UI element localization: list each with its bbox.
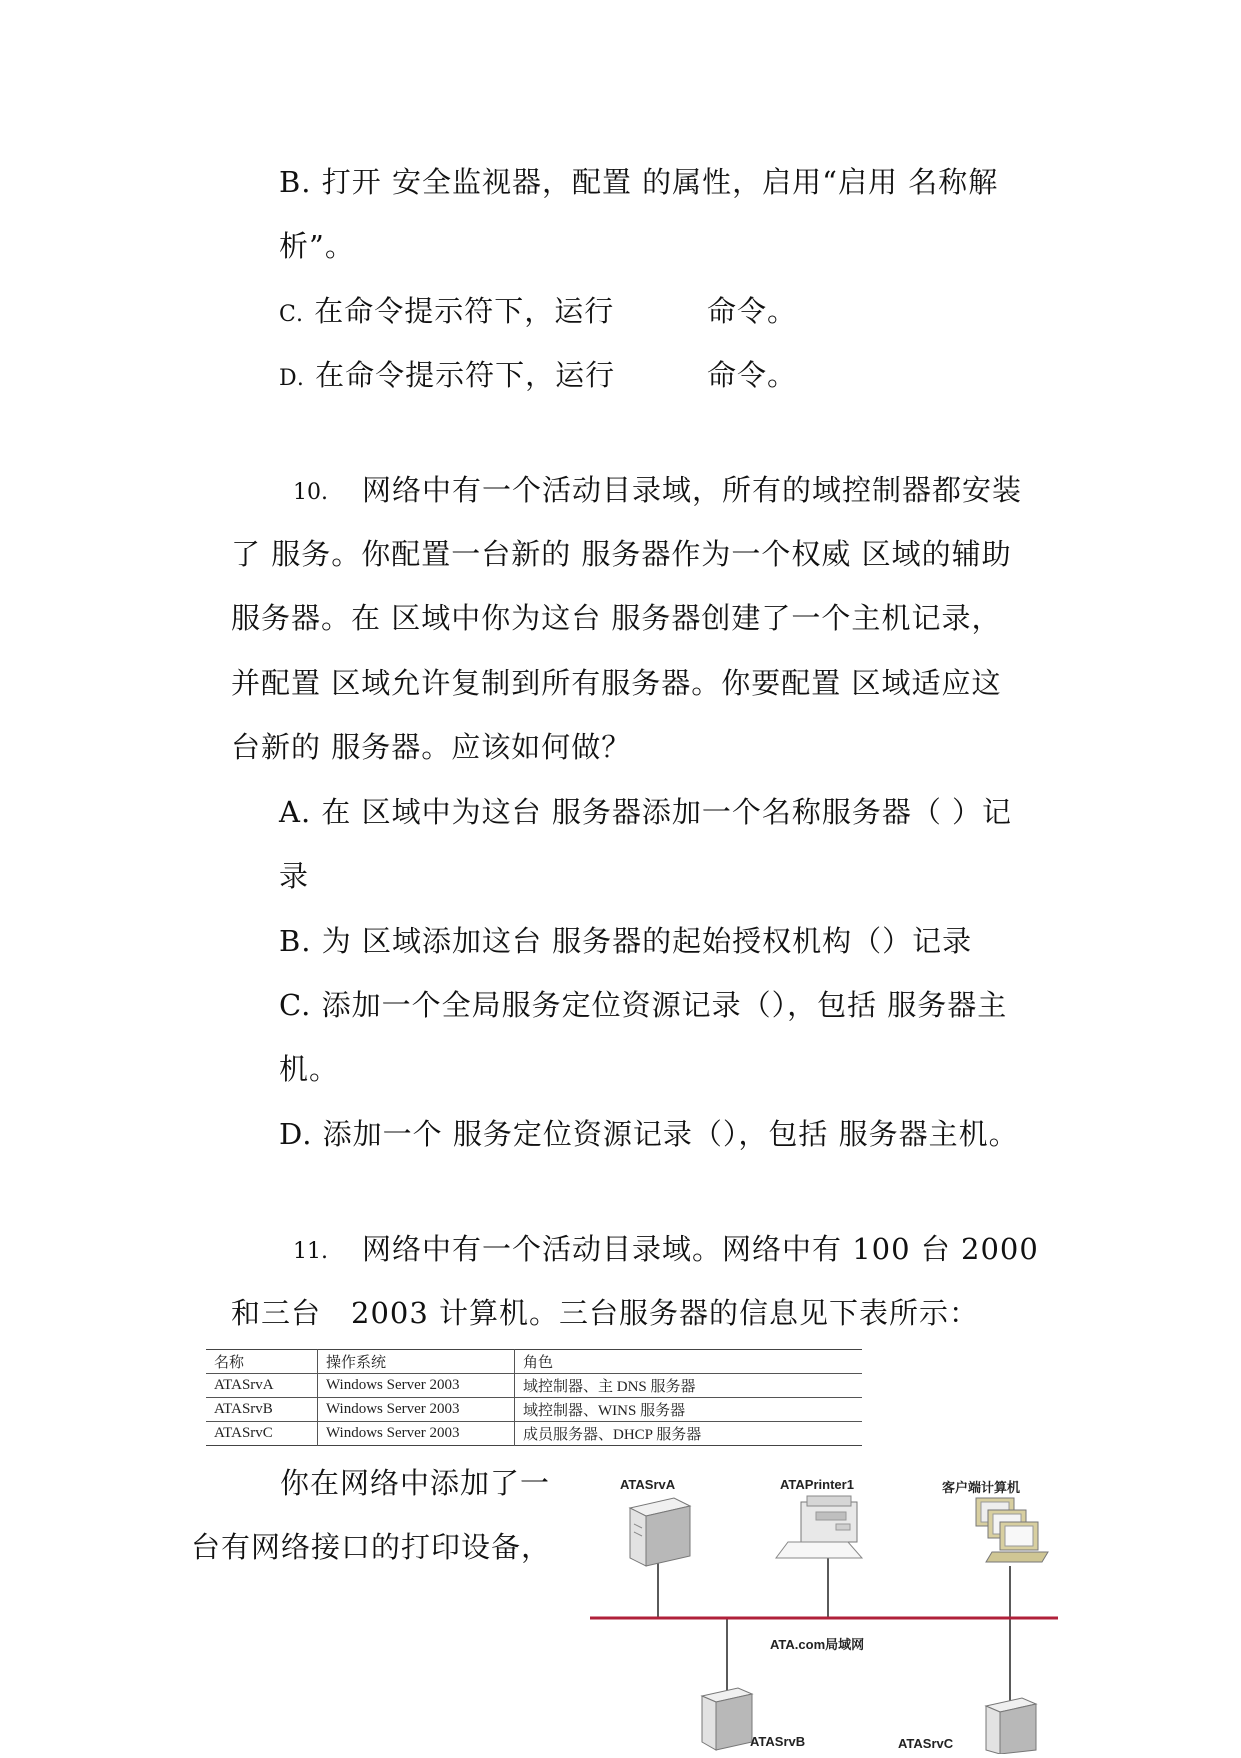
- table-header-cell: 操作系统: [318, 1350, 515, 1374]
- q9-option-c-suffix: 命令。: [707, 294, 798, 328]
- srv-b-label: ATASrvB: [750, 1734, 806, 1749]
- table-header-cell: 名称: [206, 1350, 318, 1374]
- q10-option-b: B. 为 区域添加这台 服务器的起始授权机构（）记录: [279, 924, 973, 958]
- q9-option-b-line2: 析”。: [279, 229, 355, 263]
- table-row: [206, 1374, 862, 1398]
- table-cell: Windows Server 2003: [318, 1374, 515, 1398]
- q10-option-d: D. 添加一个 服务定位资源记录（），包括 服务器主机。: [279, 1117, 1019, 1151]
- q10-option-a-line1: A. 在 区域中为这台 服务器添加一个名称服务器（ ）记: [279, 795, 1013, 829]
- table-row: [206, 1398, 862, 1422]
- q10-option-a-line2: 录: [279, 859, 310, 893]
- table-cell: 成员服务器、DHCP 服务器: [515, 1422, 863, 1446]
- q10-option-c-line1: C. 添加一个全局服务定位资源记录（），包括 服务器主: [279, 988, 1008, 1022]
- table-header-cell: 角色: [515, 1350, 863, 1374]
- q9-option-d-prefix: D.: [279, 366, 305, 391]
- server-c-icon: [986, 1698, 1036, 1754]
- q9-option-d-text: 在命令提示符下，运行: [315, 358, 616, 392]
- table-header-row: [206, 1350, 862, 1374]
- lan-label: ATA.com局域网: [770, 1637, 865, 1652]
- q10-number: 10.: [293, 480, 328, 505]
- q9-option-c: [279, 294, 615, 328]
- client-computers-icon: [976, 1498, 1048, 1562]
- table-cell: Windows Server 2003: [318, 1422, 515, 1446]
- table-cell: ATASrvA: [206, 1374, 318, 1398]
- q10-stem-line4: 并配置 区域允许复制到所有服务器。你要配置 区域适应这: [231, 666, 1002, 700]
- table-cell: 域控制器、WINS 服务器: [515, 1398, 863, 1422]
- q9-option-c-prefix: C.: [279, 302, 305, 327]
- clients-label: 客户端计算机: [942, 1480, 1021, 1495]
- table-row: [206, 1422, 862, 1446]
- q10-stem-line5: 台新的 服务器。应该如何做？: [231, 730, 632, 764]
- table-cell: ATASrvB: [206, 1398, 318, 1422]
- server-a-icon: [630, 1498, 690, 1566]
- q10-stem-line2: 了 服务。你配置一台新的 服务器作为一个权威 区域的辅助: [231, 537, 1012, 571]
- table-cell: 域控制器、主 DNS 服务器: [515, 1374, 863, 1398]
- q9-option-c-text: 在命令提示符下，运行: [314, 294, 615, 328]
- q10-stem-line3: 服务器。在 区域中你为这台 服务器创建了一个主机记录，: [231, 601, 1002, 635]
- table-cell: Windows Server 2003: [318, 1398, 515, 1422]
- q11-after-line2: 台有网络接口的打印设备，: [191, 1530, 552, 1564]
- server-b-icon: [702, 1688, 752, 1750]
- printer-label: ATAPrinter1: [780, 1477, 854, 1492]
- table-cell: ATASrvC: [214, 1425, 273, 1441]
- server-info-table: [206, 1349, 862, 1446]
- q11-stem-line2: 和三台 2003 计算机。三台服务器的信息见下表所示：: [231, 1296, 980, 1330]
- q10-option-c-line2: 机。: [279, 1052, 340, 1086]
- srv-a-label: ATASrvA: [620, 1477, 676, 1492]
- q11-number: 11.: [293, 1239, 328, 1264]
- q11-after-line1: 你在网络中添加了一: [280, 1466, 551, 1500]
- q9-option-d: [279, 358, 616, 392]
- network-diagram: [580, 1477, 1060, 1754]
- q9-option-d-suffix: 命令。: [707, 358, 798, 392]
- q9-option-b-line1: B. 打开 安全监视器，配置 的属性，启用“启用 名称解: [279, 165, 999, 199]
- srv-c-label: ATASrvC: [898, 1736, 954, 1751]
- printer-icon: [776, 1496, 862, 1558]
- q10-stem-line1: 网络中有一个活动目录域，所有的域控制器都安装: [362, 473, 1023, 507]
- q11-stem-line1: 网络中有一个活动目录域。网络中有 100 台 2000: [362, 1232, 1039, 1266]
- network-diagram-svg: [580, 1480, 1060, 1754]
